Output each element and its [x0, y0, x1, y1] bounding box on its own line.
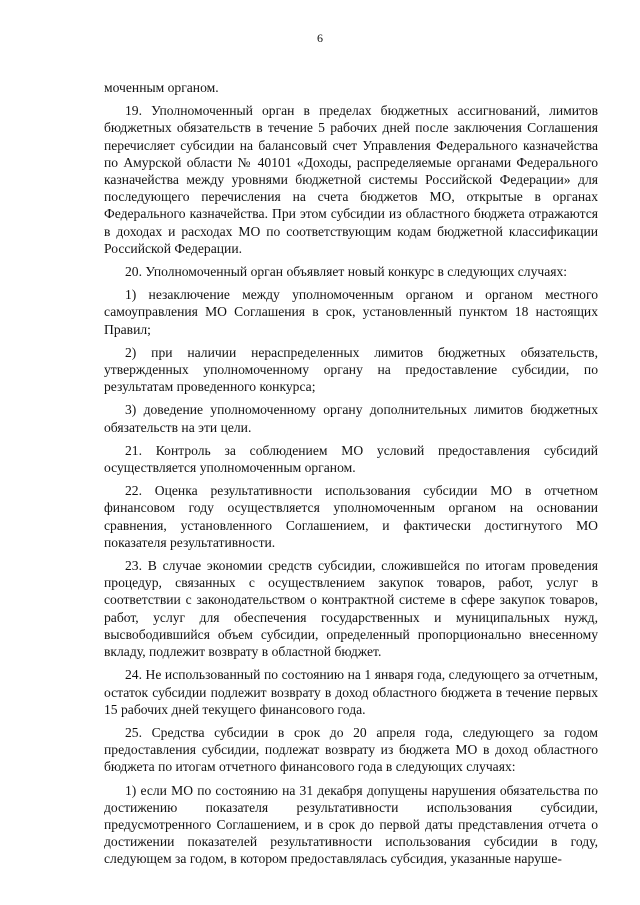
- paragraph-25: 25. Средства субсидии в срок до 20 апреля года, следующего за годом предоставления субсидии, подлежат возврату из бюджета МО в доход областного бюджета по итогам отчетного финансового года в следующих случаях:: [104, 724, 598, 775]
- paragraph-20: 20. Уполномоченный орган объявляет новый конкурс в следующих случаях:: [125, 264, 568, 280]
- paragraph-24: 24. Не использованный по состоянию на 1 января года, следующего за отчетным, остаток субсидии подлежит возврату в доход областного бюджета в течение первых 15 рабочих дней текущего финансового года.: [104, 667, 598, 717]
- paragraph-20-item-3: 3) доведение уполномоченному органу дополнительных лимитов бюджетных обязательств на эти цели.: [104, 402, 598, 435]
- page-number: 6: [317, 31, 323, 45]
- paragraph-continuation: моченным органом.: [104, 80, 219, 95]
- paragraph-22: 22. Оценка результативности использования субсидии МО в отчетном финансовом году осуществляется уполномоченным органом на основании сравнения, установленного Соглашением, и фактически достигнутого МО показателя результативности.: [104, 483, 598, 550]
- document-body: [104, 79, 598, 874]
- paragraph-20-item-2: 2) при наличии нераспределенных лимитов бюджетных обязательств, утвержденных уполномоченному органу на предоставление субсидии, по результатам проведенного конкурса;: [104, 344, 598, 395]
- paragraph-20-item-1: 1) незаключение между уполномоченным органом и органом местного самоуправления МО Соглашения в срок, установленный пунктом 18 настоящих Правил;: [104, 287, 598, 337]
- paragraph-19: 19. Уполномоченный орган в пределах бюджетных ассигнований, лимитов бюджетных обязательств в течение 5 рабочих дней после заключения Соглашения перечисляет субсидии на балансовый счет Управления Федерального казначейства по Амурской области № 40101 «Доходы, распределяемые органами Федерального казначейства между уровнями бюджетной системы Российской Федерации» для последующего перечисления на счета бюджетов МО, открытые в органах Федерального казначейства. При этом субсидии из областного бюджета отражаются в доходах и расходах МО по соответствующим кодам бюджетной классификации Российской Федерации.: [104, 103, 598, 256]
- paragraph-23: 23. В случае экономии средств субсидии, сложившейся по итогам проведения процедур, связанных с осуществлением закупок товаров, работ, услуг в соответствии с законодательством о контрактной системе в сфере закупок товаров, работ, услуг для обеспечения государственных и муниципальных нужд, высвободившийся объем субсидии, определенный пропорционально внесенному вкладу, подлежит возврату в областной бюджет.: [104, 558, 598, 660]
- paragraph-25-item-1: 1) если МО по состоянию на 31 декабря допущены нарушения обязательства по достижению показателя результативности использования субсидии, предусмотренного Соглашением, и в срок до первой даты представления отчета о достижении показателей результативности использования субсидии в году, следующем за годом, в котором предоставлялась субсидия, указанные наруше-: [104, 782, 598, 867]
- paragraph-21: 21. Контроль за соблюдением МО условий предоставления субсидий осуществляется уполномоченным органом.: [104, 442, 598, 476]
